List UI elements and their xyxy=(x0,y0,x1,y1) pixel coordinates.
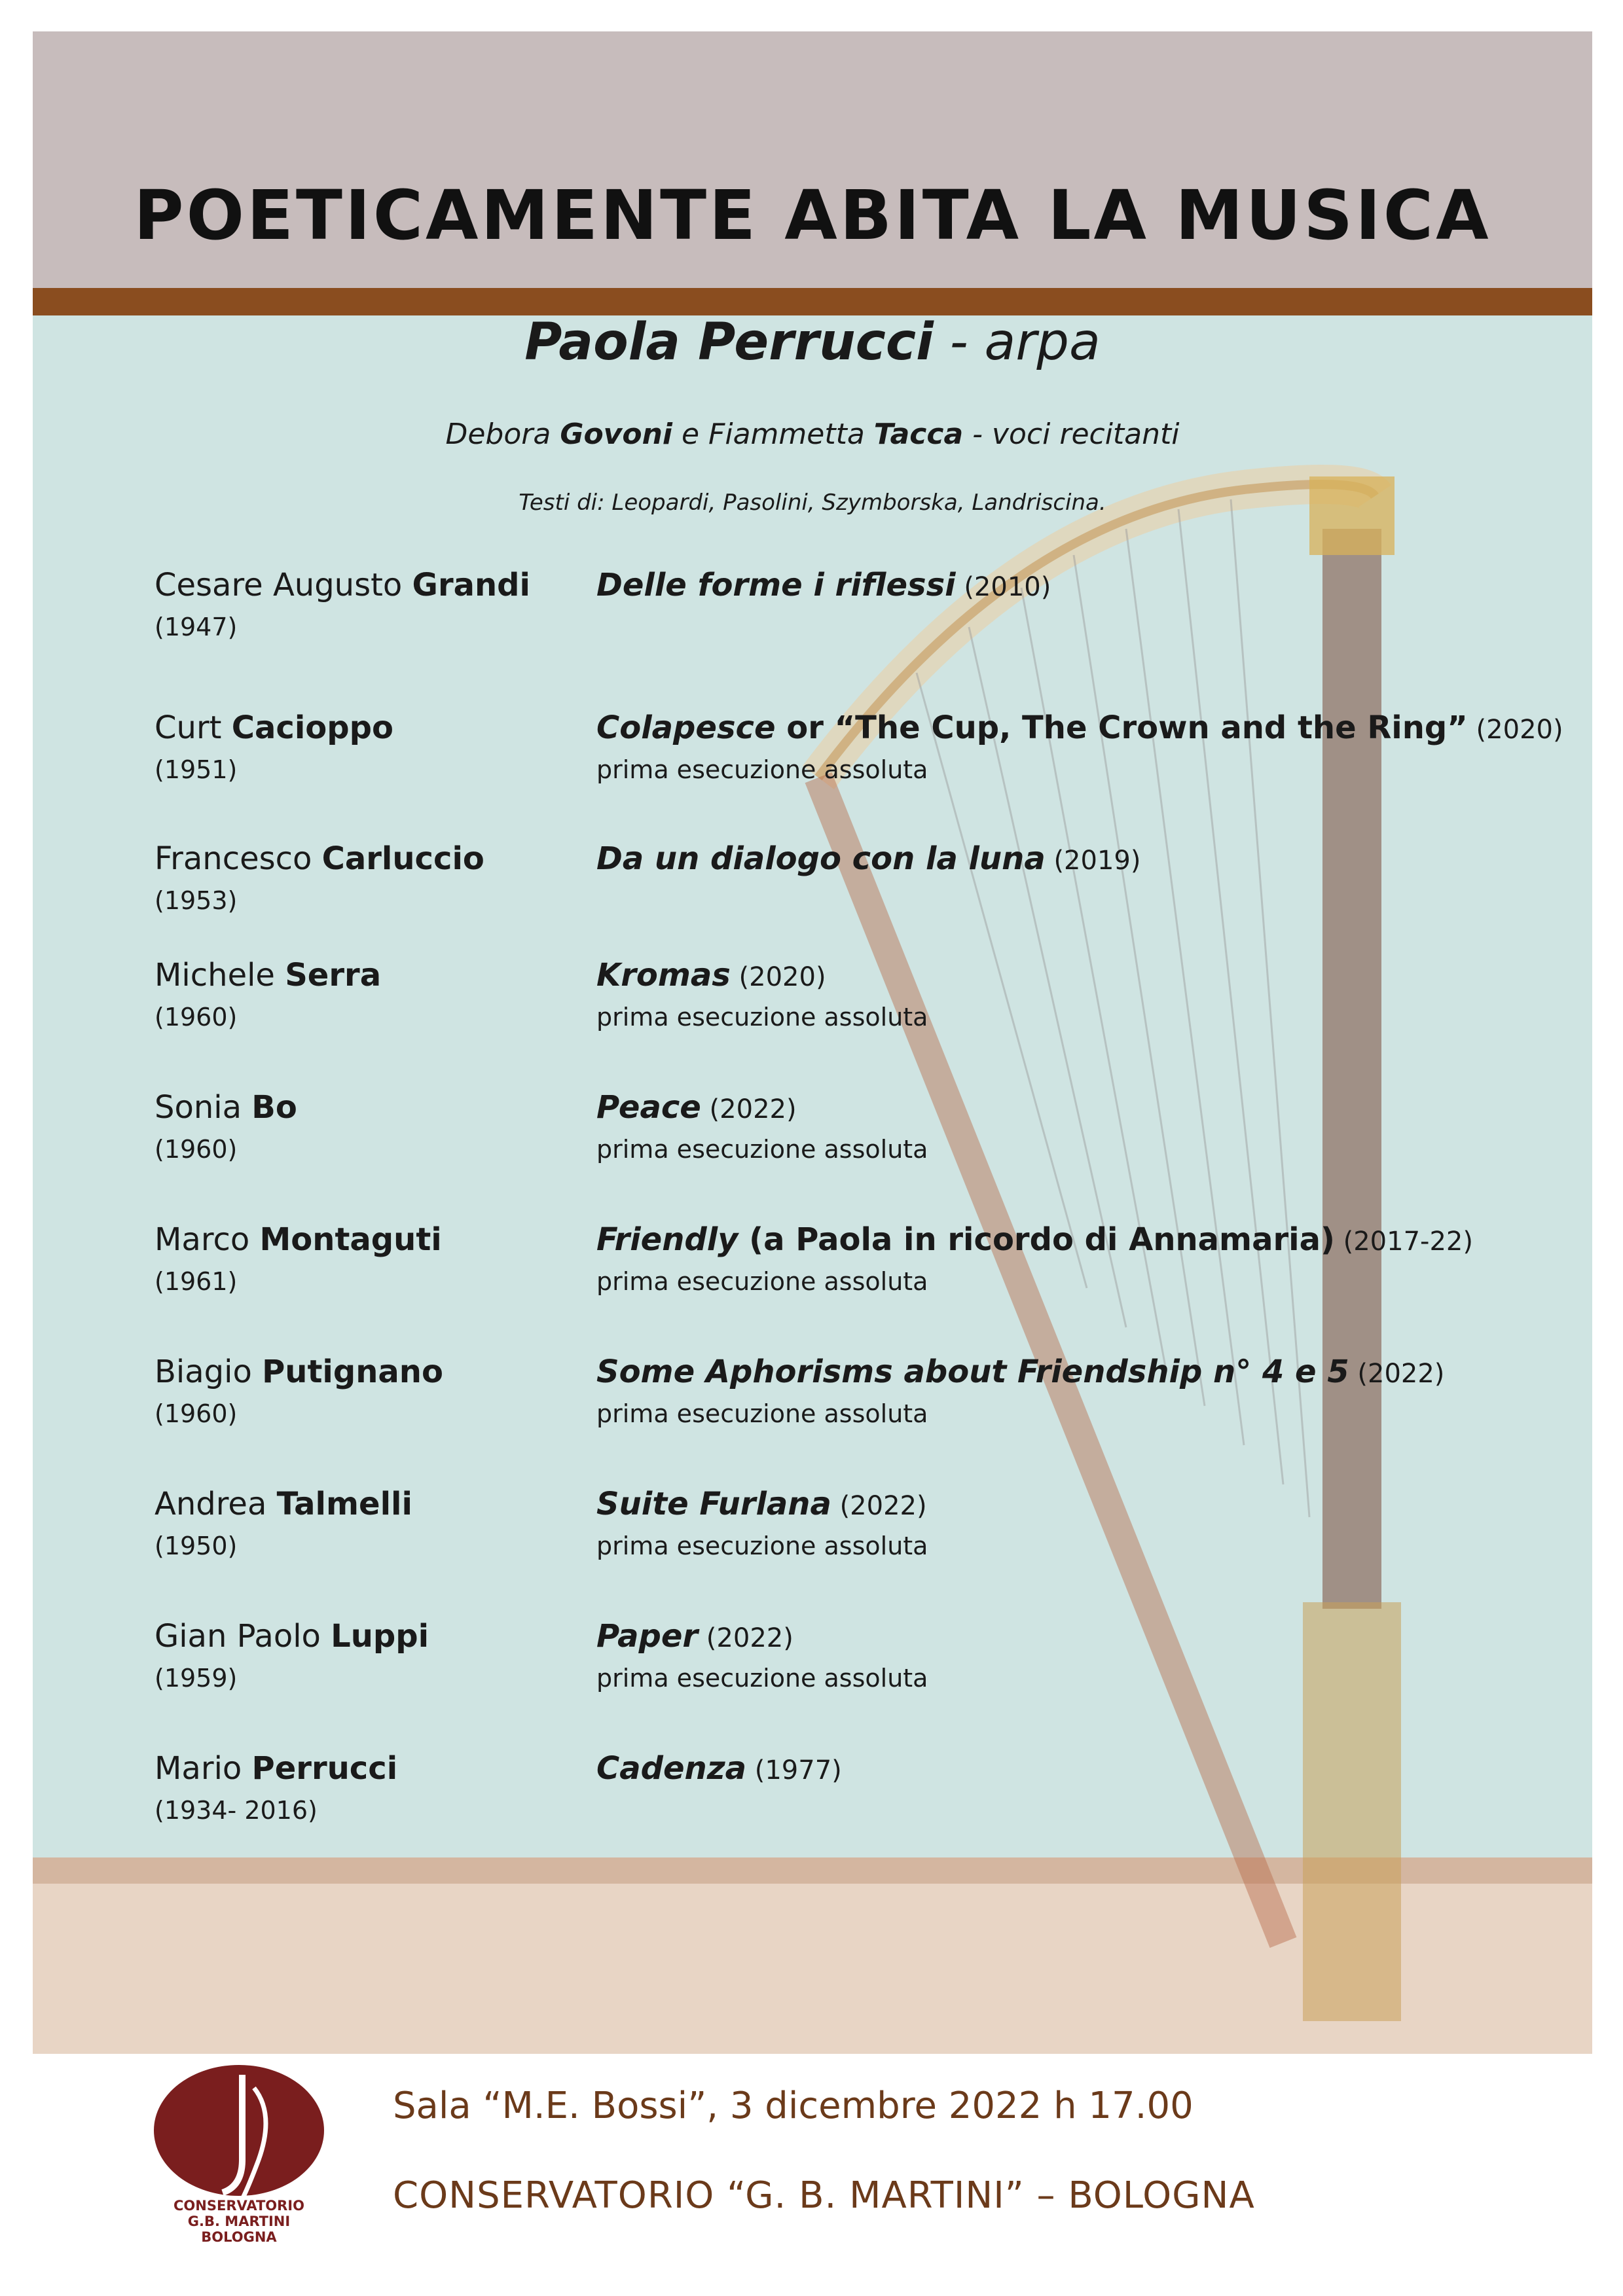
logo-line-3: BOLOGNA xyxy=(201,2229,277,2245)
premiere-note: prima esecuzione assoluta xyxy=(596,1399,928,1428)
work-title-line xyxy=(596,1618,793,1655)
composer-name xyxy=(155,1750,397,1787)
work-title-line xyxy=(596,709,1563,746)
composer-given: Francesco xyxy=(155,840,322,877)
voice-2-given: e Fiammetta xyxy=(672,418,874,451)
work-year: (2022) xyxy=(831,1491,927,1521)
composer-name xyxy=(155,1354,443,1390)
composer-surname: Montaguti xyxy=(259,1221,442,1258)
composer-given: Andrea xyxy=(155,1486,277,1522)
composer-name xyxy=(155,840,484,877)
work-year: (2022) xyxy=(1349,1359,1445,1389)
work-title: Suite Furlana xyxy=(596,1486,831,1522)
work-title-line xyxy=(596,957,826,994)
work-title-line xyxy=(596,840,1140,877)
work-title: Delle forme i riflessi xyxy=(596,567,956,603)
work-year: (2020) xyxy=(730,962,826,992)
work-year: (2010) xyxy=(955,572,1051,602)
work-title: Some Aphorisms about Friendship n° 4 e 5 xyxy=(596,1354,1349,1390)
work-title-line xyxy=(596,1486,927,1522)
composer-dates: (1960) xyxy=(155,1003,238,1031)
voice-2-surname: Tacca xyxy=(873,418,964,451)
logo-line-2: G.B. MARTINI xyxy=(187,2214,291,2229)
composer-given: Michele xyxy=(155,957,285,994)
institution-name: CONSERVATORIO “G. B. MARTINI” – BOLOGNA xyxy=(393,2174,1255,2217)
work-title: Kromas xyxy=(596,957,731,994)
work-subtitle: or “The Cup, The Crown and the Ring” xyxy=(775,709,1468,746)
work-title-line xyxy=(596,1750,842,1787)
composer-surname: Serra xyxy=(285,957,382,994)
composer-surname: Grandi xyxy=(412,567,530,603)
premiere-note: prima esecuzione assoluta xyxy=(596,755,928,784)
work-title: Peace xyxy=(596,1089,701,1126)
work-year: (1977) xyxy=(746,1755,842,1785)
logo-line-1: CONSERVATORIO xyxy=(173,2198,304,2214)
composer-name xyxy=(155,957,381,994)
composer-given: Cesare Augusto xyxy=(155,567,412,603)
work-title-line xyxy=(596,567,1051,603)
work-year: (2020) xyxy=(1467,715,1563,745)
performer-name: Paola Perrucci xyxy=(524,313,934,372)
composer-given: Mario xyxy=(155,1750,252,1787)
page-title: POETICAMENTE ABITA LA MUSICA xyxy=(134,175,1491,255)
composer-surname: Carluccio xyxy=(321,840,484,877)
composer-dates: (1960) xyxy=(155,1135,238,1164)
composer-surname: Talmelli xyxy=(276,1486,412,1522)
voice-1-surname: Govoni xyxy=(560,418,672,451)
voices-role: - voci recitanti xyxy=(963,418,1180,451)
premiere-note: prima esecuzione assoluta xyxy=(596,1532,928,1560)
composer-given: Marco xyxy=(155,1221,260,1258)
composer-dates: (1934- 2016) xyxy=(155,1796,318,1825)
work-title-line xyxy=(596,1221,1473,1258)
work-title-line xyxy=(596,1354,1444,1390)
texts-credit: Testi di: Leopardi, Pasolini, Szymborska, Landriscina. xyxy=(519,490,1106,516)
composer-surname: Luppi xyxy=(331,1618,429,1655)
work-title: Da un dialogo con la luna xyxy=(596,840,1046,877)
premiere-note: prima esecuzione assoluta xyxy=(596,1664,928,1693)
premiere-note: prima esecuzione assoluta xyxy=(596,1003,928,1031)
composer-dates: (1953) xyxy=(155,886,238,915)
composer-surname: Perrucci xyxy=(251,1750,398,1787)
composer-given: Sonia xyxy=(155,1089,252,1126)
work-title-line xyxy=(596,1089,797,1126)
composer-surname: Bo xyxy=(251,1089,297,1126)
composer-name xyxy=(155,1089,297,1126)
performer-instrument: - arpa xyxy=(933,313,1101,372)
composer-dates: (1947) xyxy=(155,613,238,641)
work-year: (2019) xyxy=(1045,846,1141,876)
composer-name xyxy=(155,567,530,603)
composer-dates: (1951) xyxy=(155,755,238,784)
work-title: Colapesce xyxy=(596,709,776,746)
work-title: Cadenza xyxy=(596,1750,747,1787)
composer-given: Gian Paolo xyxy=(155,1618,331,1655)
composer-name xyxy=(155,709,393,746)
poster xyxy=(33,31,1592,2054)
voices-line xyxy=(33,418,1592,451)
venue-date: Sala “M.E. Bossi”, 3 dicembre 2022 h 17.00 xyxy=(393,2085,1194,2127)
composer-dates: (1950) xyxy=(155,1532,238,1560)
work-year: (2017-22) xyxy=(1334,1227,1473,1257)
work-subtitle: (a Paola in ricordo di Annamaria) xyxy=(738,1221,1335,1258)
voice-1-given: Debora xyxy=(445,418,560,451)
composer-surname: Putignano xyxy=(262,1354,443,1390)
premiere-note: prima esecuzione assoluta xyxy=(596,1267,928,1296)
composer-name xyxy=(155,1486,412,1522)
composer-surname: Cacioppo xyxy=(231,709,393,746)
premiere-note: prima esecuzione assoluta xyxy=(596,1135,928,1164)
work-title: Paper xyxy=(596,1618,699,1655)
performer-line xyxy=(33,313,1592,372)
composer-given: Curt xyxy=(155,709,232,746)
composer-given: Biagio xyxy=(155,1354,263,1390)
composer-name xyxy=(155,1618,429,1655)
composer-dates: (1960) xyxy=(155,1399,238,1428)
work-year: (2022) xyxy=(701,1094,797,1124)
composer-name xyxy=(155,1221,442,1258)
divider-bar xyxy=(33,288,1592,315)
work-year: (2022) xyxy=(698,1623,793,1653)
work-title: Friendly xyxy=(596,1221,739,1258)
logo-caption xyxy=(131,2198,347,2245)
composer-dates: (1959) xyxy=(155,1664,238,1693)
composer-dates: (1961) xyxy=(155,1267,238,1296)
